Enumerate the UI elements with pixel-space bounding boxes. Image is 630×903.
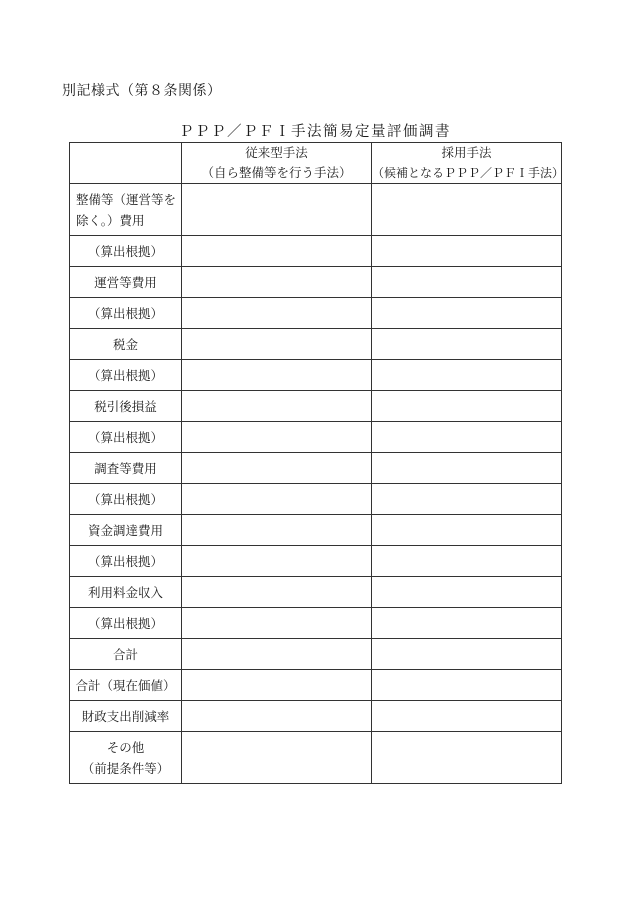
table-row [70,608,562,639]
table-row [70,453,562,484]
adopted-cell[interactable] [372,484,562,515]
adopted-cell[interactable] [372,422,562,453]
adopted-cell[interactable] [372,608,562,639]
row-label-line: 除く。）費用 [76,212,145,228]
adopted-cell[interactable] [372,236,562,267]
adopted-cell[interactable] [372,732,562,784]
header-conventional-name: 従来型手法 [245,145,308,160]
row-label: （算出根拠） [70,298,182,329]
conventional-cell[interactable] [182,484,372,515]
table-row [70,360,562,391]
form-reference: 別記様式（第８条関係） [62,83,222,99]
conventional-cell[interactable] [182,639,372,670]
table-row [70,329,562,360]
row-label: （算出根拠） [70,422,182,453]
table-row [70,391,562,422]
adopted-cell[interactable] [372,391,562,422]
conventional-cell[interactable] [182,298,372,329]
adopted-cell[interactable] [372,670,562,701]
adopted-cell[interactable] [372,329,562,360]
adopted-cell[interactable] [372,701,562,732]
adopted-cell[interactable] [372,577,562,608]
row-label: （算出根拠） [70,484,182,515]
table-row [70,484,562,515]
conventional-cell[interactable] [182,546,372,577]
conventional-cell[interactable] [182,360,372,391]
row-label: 運営等費用 [70,267,182,298]
table-row [70,236,562,267]
row-label: 税引後損益 [70,391,182,422]
row-label: （算出根拠） [70,608,182,639]
header-blank-cell [70,143,182,184]
adopted-cell[interactable] [372,453,562,484]
adopted-cell[interactable] [372,546,562,577]
row-label: 資金調達費用 [70,515,182,546]
row-label: 合計 [70,639,182,670]
table-row [70,670,562,701]
table-row [70,577,562,608]
conventional-cell[interactable] [182,391,372,422]
adopted-cell[interactable] [372,639,562,670]
table-row [70,546,562,577]
table-row [70,298,562,329]
conventional-cell[interactable] [182,236,372,267]
row-label-line: （前提条件等） [81,760,170,776]
row-label: 合計（現在価値） [70,670,182,701]
row-label [70,732,182,784]
adopted-cell[interactable] [372,360,562,391]
row-label: （算出根拠） [70,236,182,267]
table-row [70,422,562,453]
row-label: （算出根拠） [70,360,182,391]
adopted-cell[interactable] [372,298,562,329]
table-row [70,515,562,546]
row-label [70,184,182,236]
row-label: 利用料金収入 [70,577,182,608]
header-adopted-subtitle: （候補となるＰＰＰ／ＰＦＩ手法） [372,166,565,180]
row-label: 税金 [70,329,182,360]
table-row [70,701,562,732]
evaluation-table [69,142,565,784]
conventional-cell[interactable] [182,515,372,546]
conventional-cell[interactable] [182,732,372,784]
conventional-cell[interactable] [182,453,372,484]
conventional-cell[interactable] [182,577,372,608]
header-adopted-name: 採用手法 [441,145,492,160]
row-label-line: その他 [106,739,145,755]
adopted-cell[interactable] [372,515,562,546]
header-conventional [182,143,372,184]
row-label: 財政支出削減率 [70,701,182,732]
conventional-cell[interactable] [182,670,372,701]
conventional-cell[interactable] [182,267,372,298]
adopted-cell[interactable] [372,267,562,298]
conventional-cell[interactable] [182,608,372,639]
table-row [70,732,562,784]
table-row [70,267,562,298]
header-adopted [372,143,565,184]
conventional-cell[interactable] [182,184,372,236]
conventional-cell[interactable] [182,422,372,453]
adopted-cell[interactable] [372,184,562,236]
table-row [70,184,562,236]
conventional-cell[interactable] [182,329,372,360]
row-label-line: 整備等（運営等を [76,191,177,207]
conventional-cell[interactable] [182,701,372,732]
document-title: ＰＰＰ／ＰＦＩ手法簡易定量評価調書 [179,124,451,140]
table-row [70,639,562,670]
table-header-row [70,143,562,184]
row-label: （算出根拠） [70,546,182,577]
row-label: 調査等費用 [70,453,182,484]
header-conventional-subtitle: （自ら整備等を行う手法） [201,165,352,180]
